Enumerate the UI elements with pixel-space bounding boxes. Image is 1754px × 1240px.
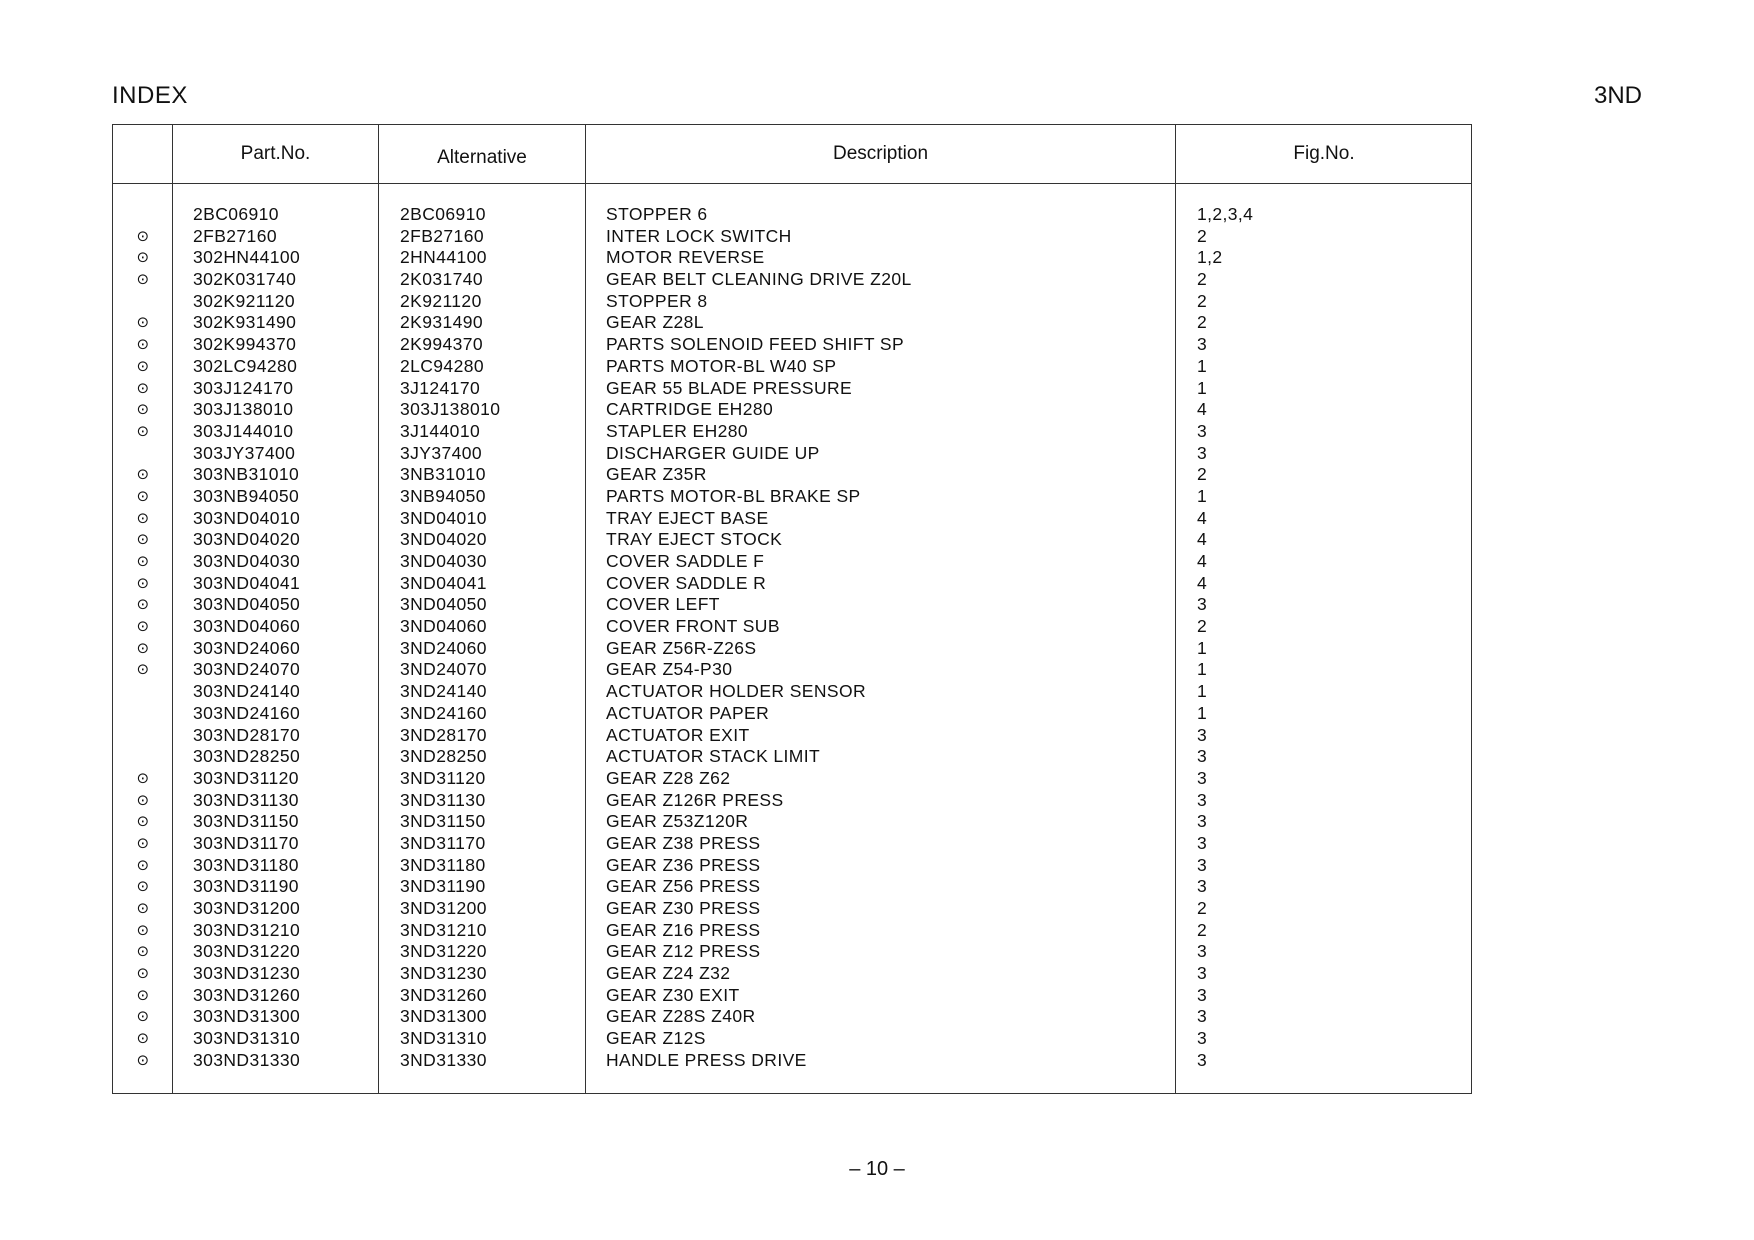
fig-number-cell: 2 (1197, 312, 1208, 333)
fig-number-cell: 3 (1197, 1028, 1208, 1049)
fig-number-cell: 2 (1197, 898, 1208, 918)
description-cell: COVER SADDLE F (606, 551, 765, 571)
part-number-cell: 303ND04010 (193, 507, 301, 528)
fig-number-cell: 4 (1197, 551, 1208, 571)
replacement-mark-icon: ⊙ (136, 422, 150, 440)
part-number-cell: 302LC94280 (193, 355, 298, 376)
alternative-cell: 3ND28170 (400, 724, 487, 745)
part-number-cell: 303ND24070 (193, 659, 301, 680)
fig-number-cell: 3 (1197, 1006, 1208, 1027)
replacement-mark-icon: ⊙ (136, 487, 150, 505)
replacement-mark-icon: ⊙ (136, 900, 150, 917)
description-cell: GEAR Z28L (606, 312, 704, 333)
alternative-cell: 3ND04041 (400, 572, 487, 593)
alternative-cell: 3ND31170 (400, 832, 486, 853)
table-row (113, 1006, 1471, 1028)
replacement-mark-icon: ⊙ (136, 1030, 150, 1048)
description-cell: HANDLE PRESS DRIVE (606, 1049, 807, 1070)
table-row (113, 855, 1471, 877)
part-number-cell: 302K031740 (193, 269, 297, 290)
alternative-cell: 3J124170 (400, 377, 481, 398)
fig-number-cell: 4 (1197, 507, 1208, 528)
replacement-mark-icon: ⊙ (136, 271, 150, 289)
replacement-mark-icon: ⊙ (136, 965, 150, 983)
table-row (113, 638, 1471, 660)
alternative-cell: 3ND04050 (400, 594, 487, 615)
description-cell: GEAR Z126R PRESS (606, 789, 784, 810)
table-row (113, 443, 1471, 465)
description-cell: GEAR Z35R (606, 464, 707, 485)
alternative-cell: 3NB94050 (400, 485, 486, 506)
fig-number-cell: 3 (1197, 876, 1208, 897)
description-cell: PARTS MOTOR-BL BRAKE SP (606, 485, 861, 506)
model-code: 3ND (1593, 82, 1642, 109)
part-number-cell: 303ND24160 (193, 702, 301, 723)
alternative-cell: 2K994370 (400, 334, 484, 355)
part-number-cell: 303ND31200 (193, 898, 301, 918)
alternative-cell: 2FB27160 (400, 225, 484, 246)
fig-number-cell: 1 (1197, 637, 1208, 658)
description-cell: STOPPER 6 (606, 204, 708, 224)
part-number-cell: 303J124170 (193, 377, 294, 398)
part-number-cell: 303ND24140 (193, 681, 301, 702)
alternative-cell: 3ND31150 (400, 811, 486, 832)
description-cell: STAPLER EH280 (606, 420, 749, 441)
fig-number-cell: 3 (1197, 832, 1208, 853)
part-number-cell: 303ND31120 (193, 767, 299, 788)
alternative-cell: 2LC94280 (400, 355, 484, 376)
table-row (113, 920, 1471, 942)
replacement-mark-icon: ⊙ (136, 509, 150, 527)
replacement-mark-icon: ⊙ (136, 878, 150, 896)
description-cell: GEAR Z30 EXIT (606, 984, 740, 1005)
table-row (113, 1050, 1471, 1072)
part-number-cell: 303ND31220 (193, 941, 301, 962)
description-cell: CARTRIDGE EH280 (606, 399, 774, 420)
fig-number-cell: 1 (1197, 377, 1208, 398)
parts-index-table (112, 124, 1472, 1094)
replacement-mark-icon: ⊙ (136, 769, 150, 787)
table-row (113, 594, 1471, 616)
fig-number-cell: 3 (1197, 963, 1208, 984)
fig-number-cell: 3 (1197, 420, 1208, 441)
alternative-cell: 3ND31220 (400, 941, 487, 962)
fig-number-cell: 2 (1197, 464, 1208, 485)
fig-number-cell: 3 (1197, 789, 1208, 810)
part-number-cell: 303ND04041 (193, 572, 301, 593)
part-number-cell: 303ND31310 (193, 1028, 301, 1049)
alternative-cell: 3ND31130 (400, 789, 486, 810)
table-row (113, 226, 1471, 248)
table-row (113, 508, 1471, 530)
description-cell: STOPPER 8 (606, 290, 708, 311)
table-row (113, 204, 1471, 226)
alternative-cell: 3ND24060 (400, 637, 487, 658)
part-number-cell: 302HN44100 (193, 247, 301, 268)
description-cell: GEAR Z38 PRESS (606, 832, 761, 853)
description-cell: GEAR Z56 PRESS (606, 876, 761, 897)
index-title: INDEX (112, 82, 188, 109)
alternative-cell: 3NB31010 (400, 464, 486, 485)
replacement-mark-icon: ⊙ (136, 856, 150, 874)
alternative-cell: 3ND31300 (400, 1006, 487, 1027)
fig-number-cell: 1 (1197, 681, 1208, 702)
fig-number-cell: 3 (1197, 442, 1208, 463)
replacement-mark-icon: ⊙ (136, 986, 150, 1004)
alternative-cell: 3J144010 (400, 420, 481, 441)
fig-number-cell: 1 (1197, 659, 1208, 680)
fig-number-cell: 3 (1197, 1049, 1208, 1070)
alternative-cell: 2K931490 (400, 312, 484, 333)
description-cell: GEAR 55 BLADE PRESSURE (606, 377, 853, 398)
part-number-cell: 302K994370 (193, 334, 297, 355)
fig-number-cell: 4 (1197, 572, 1208, 593)
part-number-cell: 303ND28170 (193, 724, 301, 745)
part-number-cell: 303ND04060 (193, 616, 301, 637)
description-cell: ACTUATOR STACK LIMIT (606, 746, 821, 767)
table-row (113, 616, 1471, 638)
alternative-cell: 2K031740 (400, 269, 484, 290)
replacement-mark-icon: ⊙ (136, 791, 150, 809)
fig-number-cell: 2 (1197, 225, 1208, 246)
alternative-cell: 3ND31260 (400, 984, 487, 1005)
description-cell: GEAR Z12 PRESS (606, 941, 761, 962)
description-cell: GEAR Z28S Z40R (606, 1006, 756, 1027)
table-row (113, 464, 1471, 486)
alternative-cell: 2BC06910 (400, 204, 486, 224)
part-number-cell: 303ND31210 (193, 919, 301, 940)
replacement-mark-icon: ⊙ (136, 401, 150, 419)
part-number-cell: 2FB27160 (193, 225, 277, 246)
alternative-cell: 3ND31200 (400, 898, 487, 918)
table-row (113, 833, 1471, 855)
table-row (113, 486, 1471, 508)
part-number-cell: 303ND04030 (193, 551, 301, 571)
table-row (113, 703, 1471, 725)
alternative-cell: 3JY37400 (400, 442, 483, 463)
replacement-mark-icon: ⊙ (136, 531, 150, 549)
table-row (113, 811, 1471, 833)
fig-number-cell: 3 (1197, 594, 1208, 615)
column-header-fig-no: Fig.No. (1293, 143, 1355, 164)
table-row (113, 573, 1471, 595)
fig-number-cell: 1,2 (1197, 247, 1223, 268)
table-row (113, 529, 1471, 551)
description-cell: GEAR Z12S (606, 1028, 706, 1049)
fig-number-cell: 2 (1197, 269, 1208, 290)
part-number-cell: 303ND31150 (193, 811, 299, 832)
table-row (113, 421, 1471, 443)
description-cell: MOTOR REVERSE (606, 247, 765, 268)
description-cell: PARTS MOTOR-BL W40 SP (606, 355, 837, 376)
alternative-cell: 3ND04030 (400, 551, 487, 571)
alternative-cell: 3ND31120 (400, 767, 486, 788)
description-cell: GEAR Z16 PRESS (606, 919, 761, 940)
fig-number-cell: 4 (1197, 399, 1208, 420)
description-cell: ACTUATOR EXIT (606, 724, 750, 745)
fig-number-cell: 2 (1197, 616, 1208, 637)
part-number-cell: 303ND31330 (193, 1049, 301, 1070)
replacement-mark-icon: ⊙ (136, 1051, 150, 1069)
part-number-cell: 2BC06910 (193, 204, 279, 224)
replacement-mark-icon: ⊙ (136, 921, 150, 939)
description-cell: GEAR Z36 PRESS (606, 854, 761, 875)
alternative-cell: 3ND31310 (400, 1028, 487, 1049)
column-header-description: Description (832, 143, 929, 164)
part-number-cell: 302K931490 (193, 312, 297, 333)
table-row (113, 312, 1471, 334)
part-number-cell: 303ND28250 (193, 746, 301, 767)
table-row (113, 681, 1471, 703)
description-cell: GEAR Z30 PRESS (606, 898, 761, 918)
alternative-cell: 3ND31330 (400, 1049, 487, 1070)
table-row (113, 291, 1471, 313)
table-body (113, 204, 1471, 1072)
description-cell: COVER SADDLE R (606, 572, 767, 593)
alternative-cell: 3ND31190 (400, 876, 486, 897)
alternative-cell: 3ND04060 (400, 616, 487, 637)
replacement-mark-icon: ⊙ (136, 813, 150, 831)
alternative-cell: 3ND24140 (400, 681, 487, 702)
replacement-mark-icon: ⊙ (136, 943, 150, 961)
part-number-cell: 303NB31010 (193, 464, 300, 485)
table-row (113, 247, 1471, 269)
description-cell: GEAR Z56R-Z26S (606, 637, 757, 658)
replacement-mark-icon: ⊙ (136, 314, 150, 332)
page-number: – 10 – (849, 1158, 905, 1180)
fig-number-cell: 3 (1197, 767, 1208, 788)
alternative-cell: 3ND24070 (400, 659, 487, 680)
alternative-cell: 2K921120 (400, 290, 482, 311)
replacement-mark-icon: ⊙ (136, 379, 150, 397)
alternative-cell: 3ND24160 (400, 702, 487, 723)
description-cell: COVER FRONT SUB (606, 616, 780, 637)
description-cell: COVER LEFT (606, 594, 720, 615)
alternative-cell: 3ND04020 (400, 529, 487, 550)
table-row (113, 725, 1471, 747)
fig-number-cell: 1,2,3,4 (1197, 204, 1254, 224)
replacement-mark-icon: ⊙ (136, 336, 150, 354)
table-row (113, 790, 1471, 812)
header-divider (113, 183, 1471, 184)
replacement-mark-icon: ⊙ (136, 639, 150, 657)
part-number-cell: 303ND04050 (193, 594, 301, 615)
fig-number-cell: 2 (1197, 290, 1208, 311)
fig-number-cell: 4 (1197, 529, 1208, 550)
fig-number-cell: 3 (1197, 334, 1208, 355)
description-cell: DISCHARGER GUIDE UP (606, 442, 820, 463)
part-number-cell: 303JY37400 (193, 442, 296, 463)
part-number-cell: 303ND31300 (193, 1006, 301, 1027)
part-number-cell: 303J138010 (193, 399, 294, 420)
part-number-cell: 303ND04020 (193, 529, 301, 550)
part-number-cell: 302K921120 (193, 290, 295, 311)
part-number-cell: 303ND31260 (193, 984, 301, 1005)
description-cell: GEAR Z53Z120R (606, 811, 749, 832)
fig-number-cell: 3 (1197, 984, 1208, 1005)
table-row (113, 399, 1471, 421)
replacement-mark-icon: ⊙ (136, 227, 150, 245)
table-row (113, 876, 1471, 898)
table-row (113, 746, 1471, 768)
alternative-cell: 3ND31230 (400, 963, 487, 984)
replacement-mark-icon: ⊙ (136, 596, 150, 614)
part-number-cell: 303ND31130 (193, 789, 299, 810)
column-header-part-no: Part.No. (240, 143, 311, 164)
alternative-cell: 303J138010 (400, 399, 501, 420)
description-cell: GEAR Z28 Z62 (606, 767, 731, 788)
table-row (113, 334, 1471, 356)
replacement-mark-icon: ⊙ (136, 466, 150, 484)
description-cell: GEAR Z24 Z32 (606, 963, 731, 984)
fig-number-cell: 3 (1197, 746, 1208, 767)
table-row (113, 1028, 1471, 1050)
part-number-cell: 303ND24060 (193, 637, 301, 658)
part-number-cell: 303ND31180 (193, 854, 299, 875)
alternative-cell: 3ND04010 (400, 507, 487, 528)
table-row (113, 963, 1471, 985)
alternative-cell: 3ND28250 (400, 746, 487, 767)
part-number-cell: 303ND31230 (193, 963, 301, 984)
fig-number-cell: 3 (1197, 854, 1208, 875)
part-number-cell: 303J144010 (193, 420, 294, 441)
table-row (113, 659, 1471, 681)
description-cell: GEAR BELT CLEANING DRIVE Z20L (606, 269, 912, 290)
alternative-cell: 3ND31210 (400, 919, 487, 940)
fig-number-cell: 1 (1197, 485, 1208, 506)
part-number-cell: 303ND31190 (193, 876, 299, 897)
table-row (113, 269, 1471, 291)
description-cell: TRAY EJECT STOCK (606, 529, 783, 550)
alternative-cell: 2HN44100 (400, 247, 487, 268)
table-row (113, 941, 1471, 963)
fig-number-cell: 1 (1197, 355, 1208, 376)
fig-number-cell: 3 (1197, 811, 1208, 832)
fig-number-cell: 3 (1197, 724, 1208, 745)
replacement-mark-icon: ⊙ (136, 618, 150, 636)
replacement-mark-icon: ⊙ (136, 357, 150, 375)
description-cell: INTER LOCK SWITCH (606, 225, 792, 246)
description-cell: TRAY EJECT BASE (606, 507, 769, 528)
alternative-cell: 3ND31180 (400, 854, 486, 875)
table-row (113, 985, 1471, 1007)
fig-number-cell: 1 (1197, 702, 1208, 723)
table-row (113, 551, 1471, 573)
replacement-mark-icon: ⊙ (136, 574, 150, 592)
table-row (113, 378, 1471, 400)
part-number-cell: 303NB94050 (193, 485, 300, 506)
description-cell: PARTS SOLENOID FEED SHIFT SP (606, 334, 905, 355)
description-cell: ACTUATOR HOLDER SENSOR (606, 681, 866, 702)
fig-number-cell: 3 (1197, 941, 1208, 962)
column-header-alternative: Alternative (437, 147, 527, 168)
description-cell: ACTUATOR PAPER (606, 702, 770, 723)
description-cell: GEAR Z54-P30 (606, 659, 733, 680)
replacement-mark-icon: ⊙ (136, 553, 150, 570)
table-row (113, 768, 1471, 790)
table-row (113, 356, 1471, 378)
part-number-cell: 303ND31170 (193, 832, 299, 853)
replacement-mark-icon: ⊙ (136, 249, 150, 267)
replacement-mark-icon: ⊙ (136, 661, 150, 679)
replacement-mark-icon: ⊙ (136, 1008, 150, 1026)
fig-number-cell: 2 (1197, 919, 1208, 940)
replacement-mark-icon: ⊙ (136, 834, 150, 852)
table-row (113, 898, 1471, 920)
